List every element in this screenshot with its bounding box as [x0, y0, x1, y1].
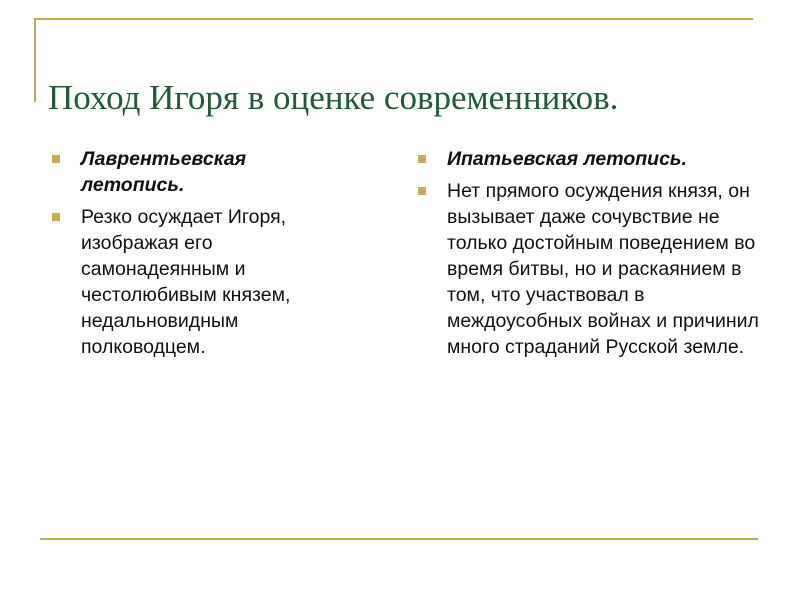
left-heading-item [52, 146, 342, 198]
frame-left-line [34, 18, 36, 102]
right-heading-text: Ипатьевская летопись. [447, 148, 687, 170]
frame-top-line [34, 18, 753, 20]
left-text-item [52, 204, 342, 360]
left-heading-text: Лаврентьевская летопись. [81, 148, 247, 196]
left-column [52, 146, 342, 366]
right-column [418, 146, 768, 366]
square-bullet-icon [418, 155, 426, 163]
right-heading-item [418, 146, 768, 172]
slide-title: Поход Игоря в оценке современников. [48, 78, 619, 117]
right-body-text: Нет прямого осуждения князя, он вызывает даже сочувствие не только достойным поведением во время битвы, но и раскаянием в том, что участвовал в междоусобных войнах и причинил много страданий Русской земле. [447, 180, 759, 358]
frame-bottom-line [40, 538, 758, 540]
square-bullet-icon [52, 155, 60, 163]
left-body-text: Резко осуждает Игоря, изображая его самонадеянным и честолюбивым князем, недальновидным полководцем. [81, 206, 291, 358]
square-bullet-icon [52, 213, 60, 221]
right-text-item [418, 178, 768, 360]
square-bullet-icon [418, 187, 426, 195]
